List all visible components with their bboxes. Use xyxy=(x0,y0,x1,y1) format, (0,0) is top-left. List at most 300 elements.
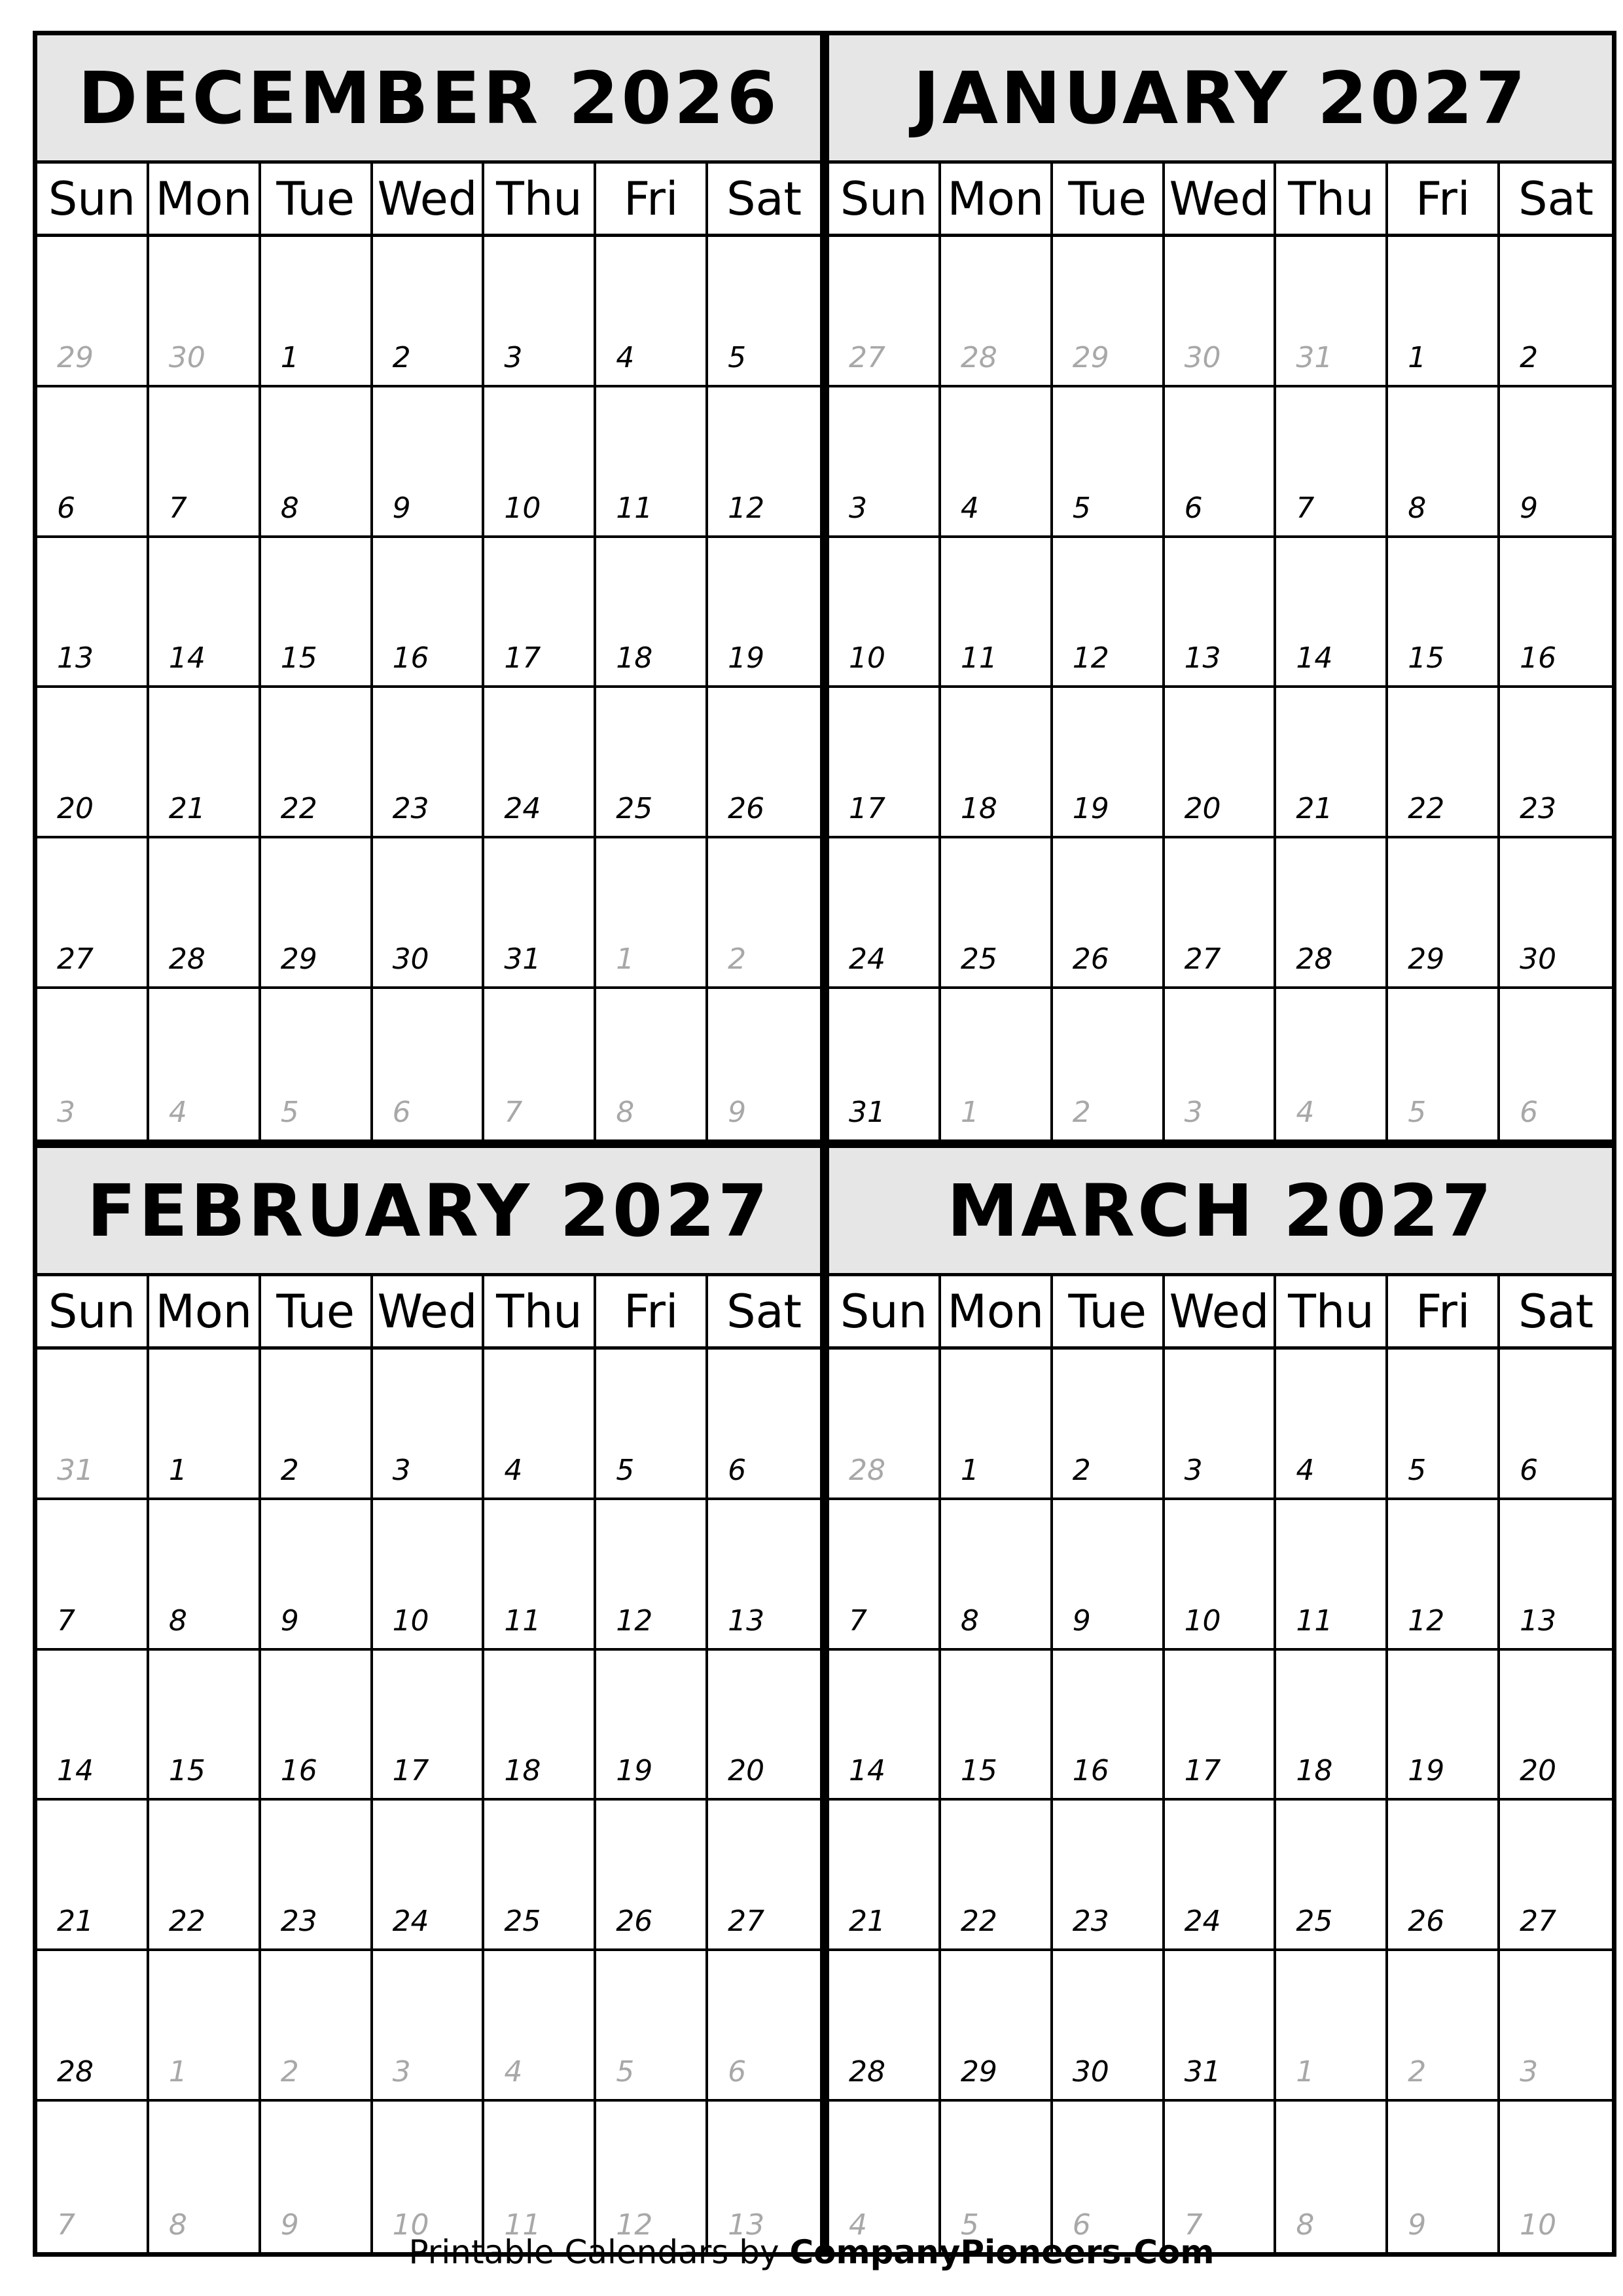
day-cell xyxy=(829,688,941,838)
day-number: 8 xyxy=(168,1604,187,1638)
day-number: 4 xyxy=(504,1453,523,1487)
day-number: 7 xyxy=(1296,491,1315,525)
day-number: 5 xyxy=(1072,491,1091,525)
day-number: 15 xyxy=(168,1754,205,1788)
weekday-label: Tue xyxy=(1053,164,1165,234)
day-cell xyxy=(261,387,373,538)
day-number: 28 xyxy=(960,340,997,374)
day-cell xyxy=(261,1651,373,1801)
day-cell xyxy=(1165,1651,1277,1801)
day-cell-other-month xyxy=(261,1951,373,2102)
day-cell xyxy=(37,1951,149,2102)
day-number: 1 xyxy=(960,1095,979,1129)
day-number: 17 xyxy=(1184,1754,1221,1788)
day-cell xyxy=(708,1801,820,1951)
month-title: MARCH 2027 xyxy=(829,1148,1612,1276)
day-cell-other-month xyxy=(1053,237,1165,387)
month-title: FEBRUARY 2027 xyxy=(37,1148,820,1276)
day-cell xyxy=(596,1801,708,1951)
day-cell xyxy=(941,1951,1053,2102)
weekday-label: Sun xyxy=(37,1276,149,1346)
day-number: 1 xyxy=(280,340,299,374)
day-cell xyxy=(261,237,373,387)
day-cell xyxy=(1388,688,1500,838)
day-cell xyxy=(1276,1500,1388,1651)
day-cell xyxy=(149,838,261,989)
day-cell-other-month xyxy=(829,1350,941,1500)
day-number: 24 xyxy=(504,792,541,826)
weekday-label: Wed xyxy=(373,1276,485,1346)
day-cell-other-month xyxy=(37,1350,149,1500)
day-number: 30 xyxy=(1072,2055,1109,2089)
day-cell xyxy=(1053,387,1165,538)
day-number: 17 xyxy=(504,641,541,675)
day-number: 17 xyxy=(849,792,885,826)
day-cell-other-month xyxy=(829,237,941,387)
day-number: 10 xyxy=(1184,1604,1221,1638)
footer-prefix: Printable Calendars by xyxy=(408,2233,790,2271)
day-cell xyxy=(596,1500,708,1651)
weekday-label: Mon xyxy=(941,1276,1053,1346)
day-cell-other-month xyxy=(941,2102,1053,2252)
day-cell xyxy=(37,538,149,689)
day-number: 27 xyxy=(849,340,885,374)
day-cell xyxy=(373,387,485,538)
day-number: 23 xyxy=(1072,1905,1109,1939)
day-number: 8 xyxy=(1296,2208,1315,2242)
day-cell xyxy=(941,538,1053,689)
day-number: 26 xyxy=(1408,1905,1445,1939)
day-cell xyxy=(1500,237,1612,387)
day-number: 2 xyxy=(1072,1095,1091,1129)
day-number: 29 xyxy=(1408,942,1445,977)
day-cell xyxy=(829,1500,941,1651)
day-cell-other-month xyxy=(708,1951,820,2102)
day-cell-other-month xyxy=(484,1951,596,2102)
day-number: 21 xyxy=(57,1905,94,1939)
day-grid xyxy=(37,1350,820,2252)
day-cell-other-month xyxy=(1388,2102,1500,2252)
day-cell xyxy=(1053,1500,1165,1651)
day-cell xyxy=(261,838,373,989)
month-calendar xyxy=(825,1143,1616,2257)
day-cell-other-month xyxy=(37,2102,149,2252)
day-cell xyxy=(1388,387,1500,538)
day-number: 16 xyxy=(392,641,429,675)
day-cell-other-month xyxy=(149,237,261,387)
day-number: 13 xyxy=(1520,1604,1557,1638)
month-calendar xyxy=(33,31,825,1144)
day-cell xyxy=(1388,1500,1500,1651)
day-cell-other-month xyxy=(1388,1951,1500,2102)
day-number: 26 xyxy=(728,792,765,826)
day-number: 22 xyxy=(1408,792,1445,826)
day-cell xyxy=(1053,1651,1165,1801)
day-number: 14 xyxy=(168,641,205,675)
day-number: 21 xyxy=(849,1905,885,1939)
day-number: 25 xyxy=(504,1905,541,1939)
day-cell xyxy=(37,1801,149,1951)
day-grid xyxy=(829,1350,1612,2252)
day-number: 7 xyxy=(504,1095,523,1129)
day-number: 6 xyxy=(1520,1453,1539,1487)
day-cell-other-month xyxy=(596,989,708,1139)
day-cell xyxy=(829,1951,941,2102)
day-number: 31 xyxy=(1184,2055,1221,2089)
day-number: 29 xyxy=(57,340,94,374)
day-cell xyxy=(596,1651,708,1801)
day-cell xyxy=(941,688,1053,838)
day-cell xyxy=(1500,1500,1612,1651)
day-number: 11 xyxy=(504,2208,541,2242)
day-cell-other-month xyxy=(484,2102,596,2252)
day-number: 27 xyxy=(728,1905,765,1939)
day-cell xyxy=(1053,1951,1165,2102)
day-number: 9 xyxy=(392,491,411,525)
day-number: 13 xyxy=(1184,641,1221,675)
day-cell xyxy=(149,1801,261,1951)
day-cell-other-month xyxy=(708,838,820,989)
day-number: 7 xyxy=(168,491,187,525)
day-number: 11 xyxy=(960,641,997,675)
weekday-label: Fri xyxy=(1388,1276,1500,1346)
day-cell-other-month xyxy=(1388,989,1500,1139)
day-number: 2 xyxy=(1408,2055,1427,2089)
day-number: 14 xyxy=(1296,641,1333,675)
day-number: 11 xyxy=(1296,1604,1333,1638)
month-calendar xyxy=(33,1143,825,2257)
day-cell xyxy=(1388,838,1500,989)
day-cell xyxy=(484,237,596,387)
footer-brand: CompanyPioneers.Com xyxy=(789,2233,1215,2271)
day-number: 30 xyxy=(1184,340,1221,374)
day-cell xyxy=(484,838,596,989)
day-cell xyxy=(1053,1801,1165,1951)
day-number: 22 xyxy=(960,1905,997,1939)
day-number: 12 xyxy=(728,491,765,525)
day-cell xyxy=(37,1651,149,1801)
day-cell xyxy=(1500,538,1612,689)
day-number: 10 xyxy=(849,641,885,675)
day-number: 18 xyxy=(616,641,653,675)
weekday-label: Sat xyxy=(1518,1284,1594,1338)
day-cell xyxy=(149,1500,261,1651)
day-number: 16 xyxy=(1520,641,1557,675)
day-cell xyxy=(1276,1801,1388,1951)
day-number: 4 xyxy=(849,2208,867,2242)
day-number: 29 xyxy=(280,942,317,977)
day-number: 28 xyxy=(168,942,205,977)
day-number: 23 xyxy=(280,1905,317,1939)
day-cell xyxy=(1388,1801,1500,1951)
weekday-header xyxy=(37,164,820,237)
day-number: 20 xyxy=(1184,792,1221,826)
day-number: 2 xyxy=(392,340,411,374)
weekday-label: Sun xyxy=(37,164,149,234)
day-number: 11 xyxy=(616,491,653,525)
weekday-label: Fri xyxy=(596,164,708,234)
day-number: 6 xyxy=(392,1095,411,1129)
day-number: 9 xyxy=(1520,491,1539,525)
day-number: 30 xyxy=(168,340,205,374)
day-cell xyxy=(708,688,820,838)
day-cell xyxy=(1165,838,1277,989)
day-number: 8 xyxy=(960,1604,979,1638)
day-number: 2 xyxy=(728,942,747,977)
day-cell-other-month xyxy=(941,989,1053,1139)
month-calendar xyxy=(825,31,1616,1144)
day-number: 6 xyxy=(1072,2208,1091,2242)
day-number: 3 xyxy=(1184,1453,1203,1487)
day-cell xyxy=(261,1801,373,1951)
weekday-label: Thu xyxy=(484,164,596,234)
day-number: 6 xyxy=(1520,1095,1539,1129)
day-number: 4 xyxy=(168,1095,187,1129)
day-number: 10 xyxy=(1520,2208,1557,2242)
day-number: 1 xyxy=(616,942,635,977)
day-cell xyxy=(1500,688,1612,838)
day-cell xyxy=(829,989,941,1139)
day-cell-other-month xyxy=(1165,2102,1277,2252)
day-number: 10 xyxy=(392,1604,429,1638)
day-cell xyxy=(941,387,1053,538)
day-number: 15 xyxy=(1408,641,1445,675)
day-number: 5 xyxy=(616,2055,635,2089)
day-number: 4 xyxy=(616,340,635,374)
day-number: 28 xyxy=(1296,942,1333,977)
day-number: 30 xyxy=(392,942,429,977)
day-cell xyxy=(484,538,596,689)
day-cell xyxy=(1276,838,1388,989)
day-cell-other-month xyxy=(261,989,373,1139)
day-cell-other-month xyxy=(708,989,820,1139)
day-cell-other-month xyxy=(1165,237,1277,387)
day-cell xyxy=(708,1500,820,1651)
day-number: 4 xyxy=(1296,1095,1315,1129)
day-number: 1 xyxy=(1296,2055,1315,2089)
day-cell-other-month xyxy=(941,237,1053,387)
day-number: 20 xyxy=(728,1754,765,1788)
day-number: 19 xyxy=(616,1754,653,1788)
day-cell-other-month xyxy=(1500,1951,1612,2102)
day-number: 5 xyxy=(280,1095,299,1129)
day-number: 22 xyxy=(280,792,317,826)
day-number: 3 xyxy=(57,1095,75,1129)
weekday-label: Mon xyxy=(941,164,1053,234)
weekday-header xyxy=(37,1276,820,1350)
weekday-label: Mon xyxy=(149,1276,261,1346)
day-cell xyxy=(373,688,485,838)
day-cell-other-month xyxy=(373,2102,485,2252)
day-cell xyxy=(1388,237,1500,387)
day-cell xyxy=(37,688,149,838)
day-number: 12 xyxy=(1408,1604,1445,1638)
day-cell xyxy=(373,838,485,989)
day-number: 28 xyxy=(849,2055,885,2089)
day-cell xyxy=(596,237,708,387)
day-number: 20 xyxy=(57,792,94,826)
day-number: 21 xyxy=(168,792,205,826)
day-cell xyxy=(149,688,261,838)
day-number: 28 xyxy=(849,1453,885,1487)
day-number: 27 xyxy=(1520,1905,1557,1939)
day-number: 19 xyxy=(1072,792,1109,826)
day-number: 3 xyxy=(392,2055,411,2089)
day-cell-other-month xyxy=(1053,2102,1165,2252)
day-cell-other-month xyxy=(1276,2102,1388,2252)
day-number: 7 xyxy=(849,1604,867,1638)
day-number: 22 xyxy=(168,1905,205,1939)
weekday-label: Wed xyxy=(1165,1276,1277,1346)
day-number: 3 xyxy=(504,340,523,374)
weekday-label: Sat xyxy=(726,1284,802,1338)
day-number: 23 xyxy=(1520,792,1557,826)
day-number: 5 xyxy=(1408,1453,1427,1487)
day-number: 15 xyxy=(280,641,317,675)
day-number: 14 xyxy=(849,1754,885,1788)
day-cell xyxy=(941,1500,1053,1651)
weekday-label: Thu xyxy=(484,1276,596,1346)
day-number: 13 xyxy=(728,2208,765,2242)
day-number: 4 xyxy=(504,2055,523,2089)
day-cell xyxy=(1500,838,1612,989)
day-number: 12 xyxy=(616,2208,653,2242)
day-cell xyxy=(941,1651,1053,1801)
day-cell-other-month xyxy=(1500,2102,1612,2252)
day-cell xyxy=(708,1651,820,1801)
day-number: 6 xyxy=(728,1453,747,1487)
weekday-label: Fri xyxy=(1388,164,1500,234)
day-cell xyxy=(941,1350,1053,1500)
day-cell xyxy=(829,387,941,538)
day-cell xyxy=(1500,387,1612,538)
day-number: 13 xyxy=(728,1604,765,1638)
day-number: 2 xyxy=(280,1453,299,1487)
day-number: 1 xyxy=(168,1453,187,1487)
day-cell xyxy=(1276,538,1388,689)
day-cell xyxy=(1165,688,1277,838)
day-number: 8 xyxy=(1408,491,1427,525)
day-cell xyxy=(373,538,485,689)
day-cell xyxy=(1500,1801,1612,1951)
day-cell xyxy=(373,237,485,387)
day-number: 30 xyxy=(1520,942,1557,977)
weekday-label: Tue xyxy=(1053,1276,1165,1346)
day-cell xyxy=(149,387,261,538)
day-cell xyxy=(1388,1651,1500,1801)
day-cell-other-month xyxy=(708,2102,820,2252)
day-cell xyxy=(373,1651,485,1801)
day-number: 24 xyxy=(1184,1905,1221,1939)
day-number: 27 xyxy=(1184,942,1221,977)
day-number: 18 xyxy=(1296,1754,1333,1788)
day-cell xyxy=(1053,1350,1165,1500)
day-number: 8 xyxy=(616,1095,635,1129)
day-cell-other-month xyxy=(829,2102,941,2252)
day-cell xyxy=(149,538,261,689)
day-cell-other-month xyxy=(1276,989,1388,1139)
day-number: 18 xyxy=(960,792,997,826)
day-number: 1 xyxy=(1408,340,1427,374)
day-cell xyxy=(484,1350,596,1500)
day-cell xyxy=(829,838,941,989)
day-number: 20 xyxy=(1520,1754,1557,1788)
day-number: 8 xyxy=(280,491,299,525)
day-number: 29 xyxy=(960,2055,997,2089)
day-grid xyxy=(37,237,820,1139)
day-number: 10 xyxy=(392,2208,429,2242)
day-number: 2 xyxy=(280,2055,299,2089)
day-cell-other-month xyxy=(596,1951,708,2102)
day-cell xyxy=(596,688,708,838)
day-number: 23 xyxy=(392,792,429,826)
day-cell-other-month xyxy=(373,989,485,1139)
day-cell xyxy=(484,1500,596,1651)
day-cell xyxy=(1500,1350,1612,1500)
day-cell xyxy=(1165,1350,1277,1500)
day-cell xyxy=(596,1350,708,1500)
weekday-label: Sat xyxy=(726,171,802,226)
day-cell-other-month xyxy=(149,989,261,1139)
day-number: 15 xyxy=(960,1754,997,1788)
day-number: 5 xyxy=(616,1453,635,1487)
day-cell xyxy=(1276,688,1388,838)
day-number: 26 xyxy=(1072,942,1109,977)
day-number: 6 xyxy=(57,491,75,525)
day-cell xyxy=(261,538,373,689)
day-cell xyxy=(1500,1651,1612,1801)
day-number: 31 xyxy=(57,1453,94,1487)
weekday-label: Sat xyxy=(1518,171,1594,226)
day-number: 26 xyxy=(616,1905,653,1939)
day-cell xyxy=(484,387,596,538)
day-cell xyxy=(1165,538,1277,689)
day-number: 10 xyxy=(504,491,541,525)
day-cell xyxy=(1276,1350,1388,1500)
day-cell-other-month xyxy=(596,2102,708,2252)
day-number: 24 xyxy=(392,1905,429,1939)
day-cell xyxy=(708,237,820,387)
day-cell xyxy=(708,538,820,689)
day-number: 5 xyxy=(728,340,747,374)
day-cell-other-month xyxy=(1165,989,1277,1139)
day-cell xyxy=(596,538,708,689)
day-cell-other-month xyxy=(1053,989,1165,1139)
weekday-label: Mon xyxy=(149,164,261,234)
day-cell xyxy=(261,1350,373,1500)
day-number: 17 xyxy=(392,1754,429,1788)
day-cell xyxy=(261,688,373,838)
day-number: 3 xyxy=(849,491,867,525)
footer-credit xyxy=(0,2233,1623,2279)
day-cell xyxy=(1276,1651,1388,1801)
day-cell xyxy=(596,387,708,538)
day-number: 5 xyxy=(960,2208,979,2242)
day-cell xyxy=(373,1500,485,1651)
day-cell-other-month xyxy=(37,989,149,1139)
day-number: 12 xyxy=(1072,641,1109,675)
weekday-label: Tue xyxy=(261,164,373,234)
day-cell xyxy=(1053,688,1165,838)
weekday-label: Wed xyxy=(373,164,485,234)
day-number: 31 xyxy=(849,1095,885,1129)
day-number: 29 xyxy=(1072,340,1109,374)
day-number: 27 xyxy=(57,942,94,977)
day-number: 6 xyxy=(728,2055,747,2089)
weekday-label: Thu xyxy=(1276,164,1388,234)
day-cell-other-month xyxy=(37,237,149,387)
day-cell xyxy=(373,1801,485,1951)
